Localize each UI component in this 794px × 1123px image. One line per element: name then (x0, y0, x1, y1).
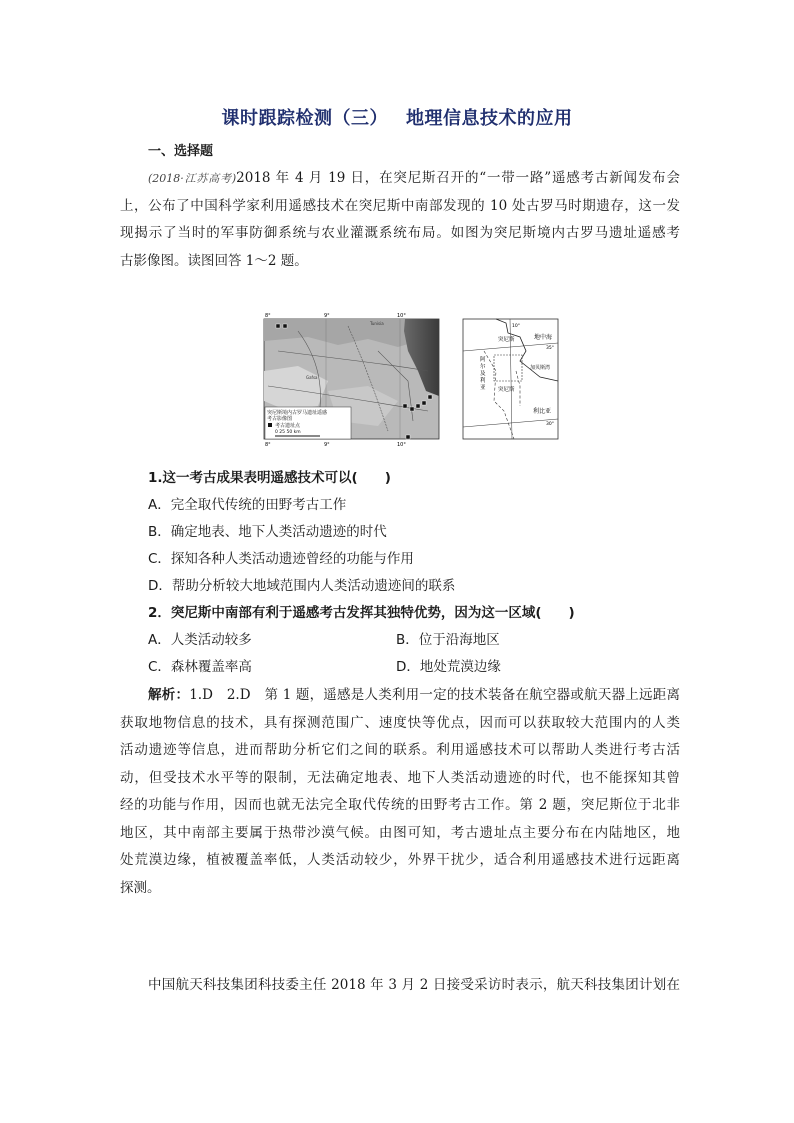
title-main: 课时跟踪检测（三） (221, 108, 388, 129)
svg-text:30°: 30° (546, 422, 554, 427)
satellite-image-panel (264, 313, 439, 447)
svg-text:8°: 8° (265, 313, 271, 319)
remote-sensing-map-figure (258, 311, 560, 447)
svg-text:35°: 35° (546, 346, 554, 351)
svg-text:10°: 10° (397, 442, 406, 447)
svg-text:突尼斯: 突尼斯 (498, 387, 515, 393)
intro-line-1: (2018·江苏高考)2018 年 4 月 19 日，在突尼斯召开的“一带一路”遥感考古新闻发布会 (148, 170, 680, 186)
q2-option-c: C．森林覆盖率高 (148, 659, 252, 675)
q2-option-b: B．位于沿海地区 (396, 632, 500, 648)
analysis-line-8: 探测。 (120, 879, 161, 896)
svg-text:突尼斯: 突尼斯 (498, 337, 515, 343)
svg-text:亚: 亚 (480, 385, 486, 391)
analysis-line-3: 活动遗迹等信息，进而帮助分析它们之间的联系。利用遥感技术可以帮助人类进行考古活 (120, 742, 680, 758)
analysis-paragraph (120, 682, 680, 902)
intro-paragraph (120, 165, 680, 275)
analysis-label: 解析： (148, 687, 190, 703)
legend-title-2: 考古影像图 (267, 416, 293, 422)
q2-option-d: D．地处荒漠边缘 (396, 659, 501, 675)
scale-values: 0 25 50 km (275, 430, 301, 435)
analysis-line-6: 地区，其中南部主要属于热带沙漠气候。由图可知，考古遗址点主要分布在内陆地区，地 (120, 824, 680, 841)
svg-text:9°: 9° (324, 442, 330, 447)
title-sub: 地理信息技术的应用 (406, 108, 573, 129)
intro-line-4: 古影像图。读图回答 1～2 题。 (120, 252, 308, 269)
svg-text:利比亚: 利比亚 (533, 408, 552, 415)
q1-option-a: A．完全取代传统的田野考古工作 (148, 497, 347, 513)
svg-text:利: 利 (480, 378, 486, 384)
label-mediterranean: 地中海 (534, 334, 553, 341)
legend-title-1: 突尼斯境内古罗马遗址遥感 (267, 410, 328, 416)
map-place-gafsa: Gafsa (306, 375, 318, 380)
next-paragraph-line-1: 中国航天科技集团科技委主任 2018 年 3 月 2 日接受采访时表示，航天科技集团计划在 (148, 977, 680, 993)
locator-map-panel (463, 319, 558, 439)
legend-item: 考古遗址点 (275, 423, 301, 429)
intro-line-2: 上，公布了中国科学家利用遥感技术在突尼斯中南部发现的 10 处古罗马时期遗存，这一发 (120, 197, 680, 214)
page-title (0, 104, 794, 130)
svg-text:加贝斯湾: 加贝斯湾 (530, 365, 551, 371)
svg-text:10°: 10° (397, 313, 406, 319)
analysis-line-2: 获取地物信息的技术，具有探测范围广、速度快等优点，因而可以获取较大范围内的人类 (120, 714, 680, 731)
source-tag: (2018·江苏高考) (148, 172, 237, 185)
analysis-line-1: 解析：1.D 2.D 第 1 题，遥感是人类利用一定的技术装备在航空器或航天器上远距离 (148, 687, 680, 703)
intro-line-3: 现揭示了当时的军事防御系统与农业灌溉系统布局。如图为突尼斯境内古罗马遗址遥感考 (120, 225, 680, 241)
q1-option-c: C．探知各种人类活动遗迹曾经的功能与作用 (148, 551, 414, 567)
svg-text:10°: 10° (512, 324, 520, 329)
analysis-line-5: 经的功能与作用，因而也就无法完全取代传统的田野考古工作。第 2 题，突尼斯位于北非 (120, 797, 680, 813)
legend-site-symbol (268, 423, 272, 427)
svg-text:8°: 8° (265, 442, 271, 447)
map-place-tunisia: Tunisia (370, 321, 384, 326)
analysis-line-4: 动，但受技术水平等的限制，无法确定地表、地下人类活动遗迹的时代，也不能探知其曾 (120, 769, 680, 786)
svg-text:9°: 9° (324, 313, 330, 319)
question-1-stem: 1.这一考古成果表明遥感技术可以( ) (148, 470, 391, 486)
q1-option-b: B．确定地表、地下人类活动遗迹的时代 (148, 524, 387, 540)
q2-option-a: A．人类活动较多 (148, 632, 252, 648)
svg-text:阿: 阿 (480, 357, 486, 363)
svg-text:及: 及 (480, 371, 486, 377)
svg-text:尔: 尔 (480, 364, 486, 370)
question-2-stem: 2．突尼斯中南部有利于遥感考古发挥其独特优势，因为这一区域( ) (148, 605, 575, 621)
next-paragraph (120, 972, 680, 1000)
q1-option-d: D．帮助分析较大地域范围内人类活动遗迹间的联系 (148, 578, 456, 594)
analysis-line-7: 处荒漠边缘，植被覆盖率低，人类活动较少，外界干扰少，适合利用遥感技术进行远距离 (120, 852, 680, 868)
section-heading: 一、选择题 (148, 144, 214, 159)
